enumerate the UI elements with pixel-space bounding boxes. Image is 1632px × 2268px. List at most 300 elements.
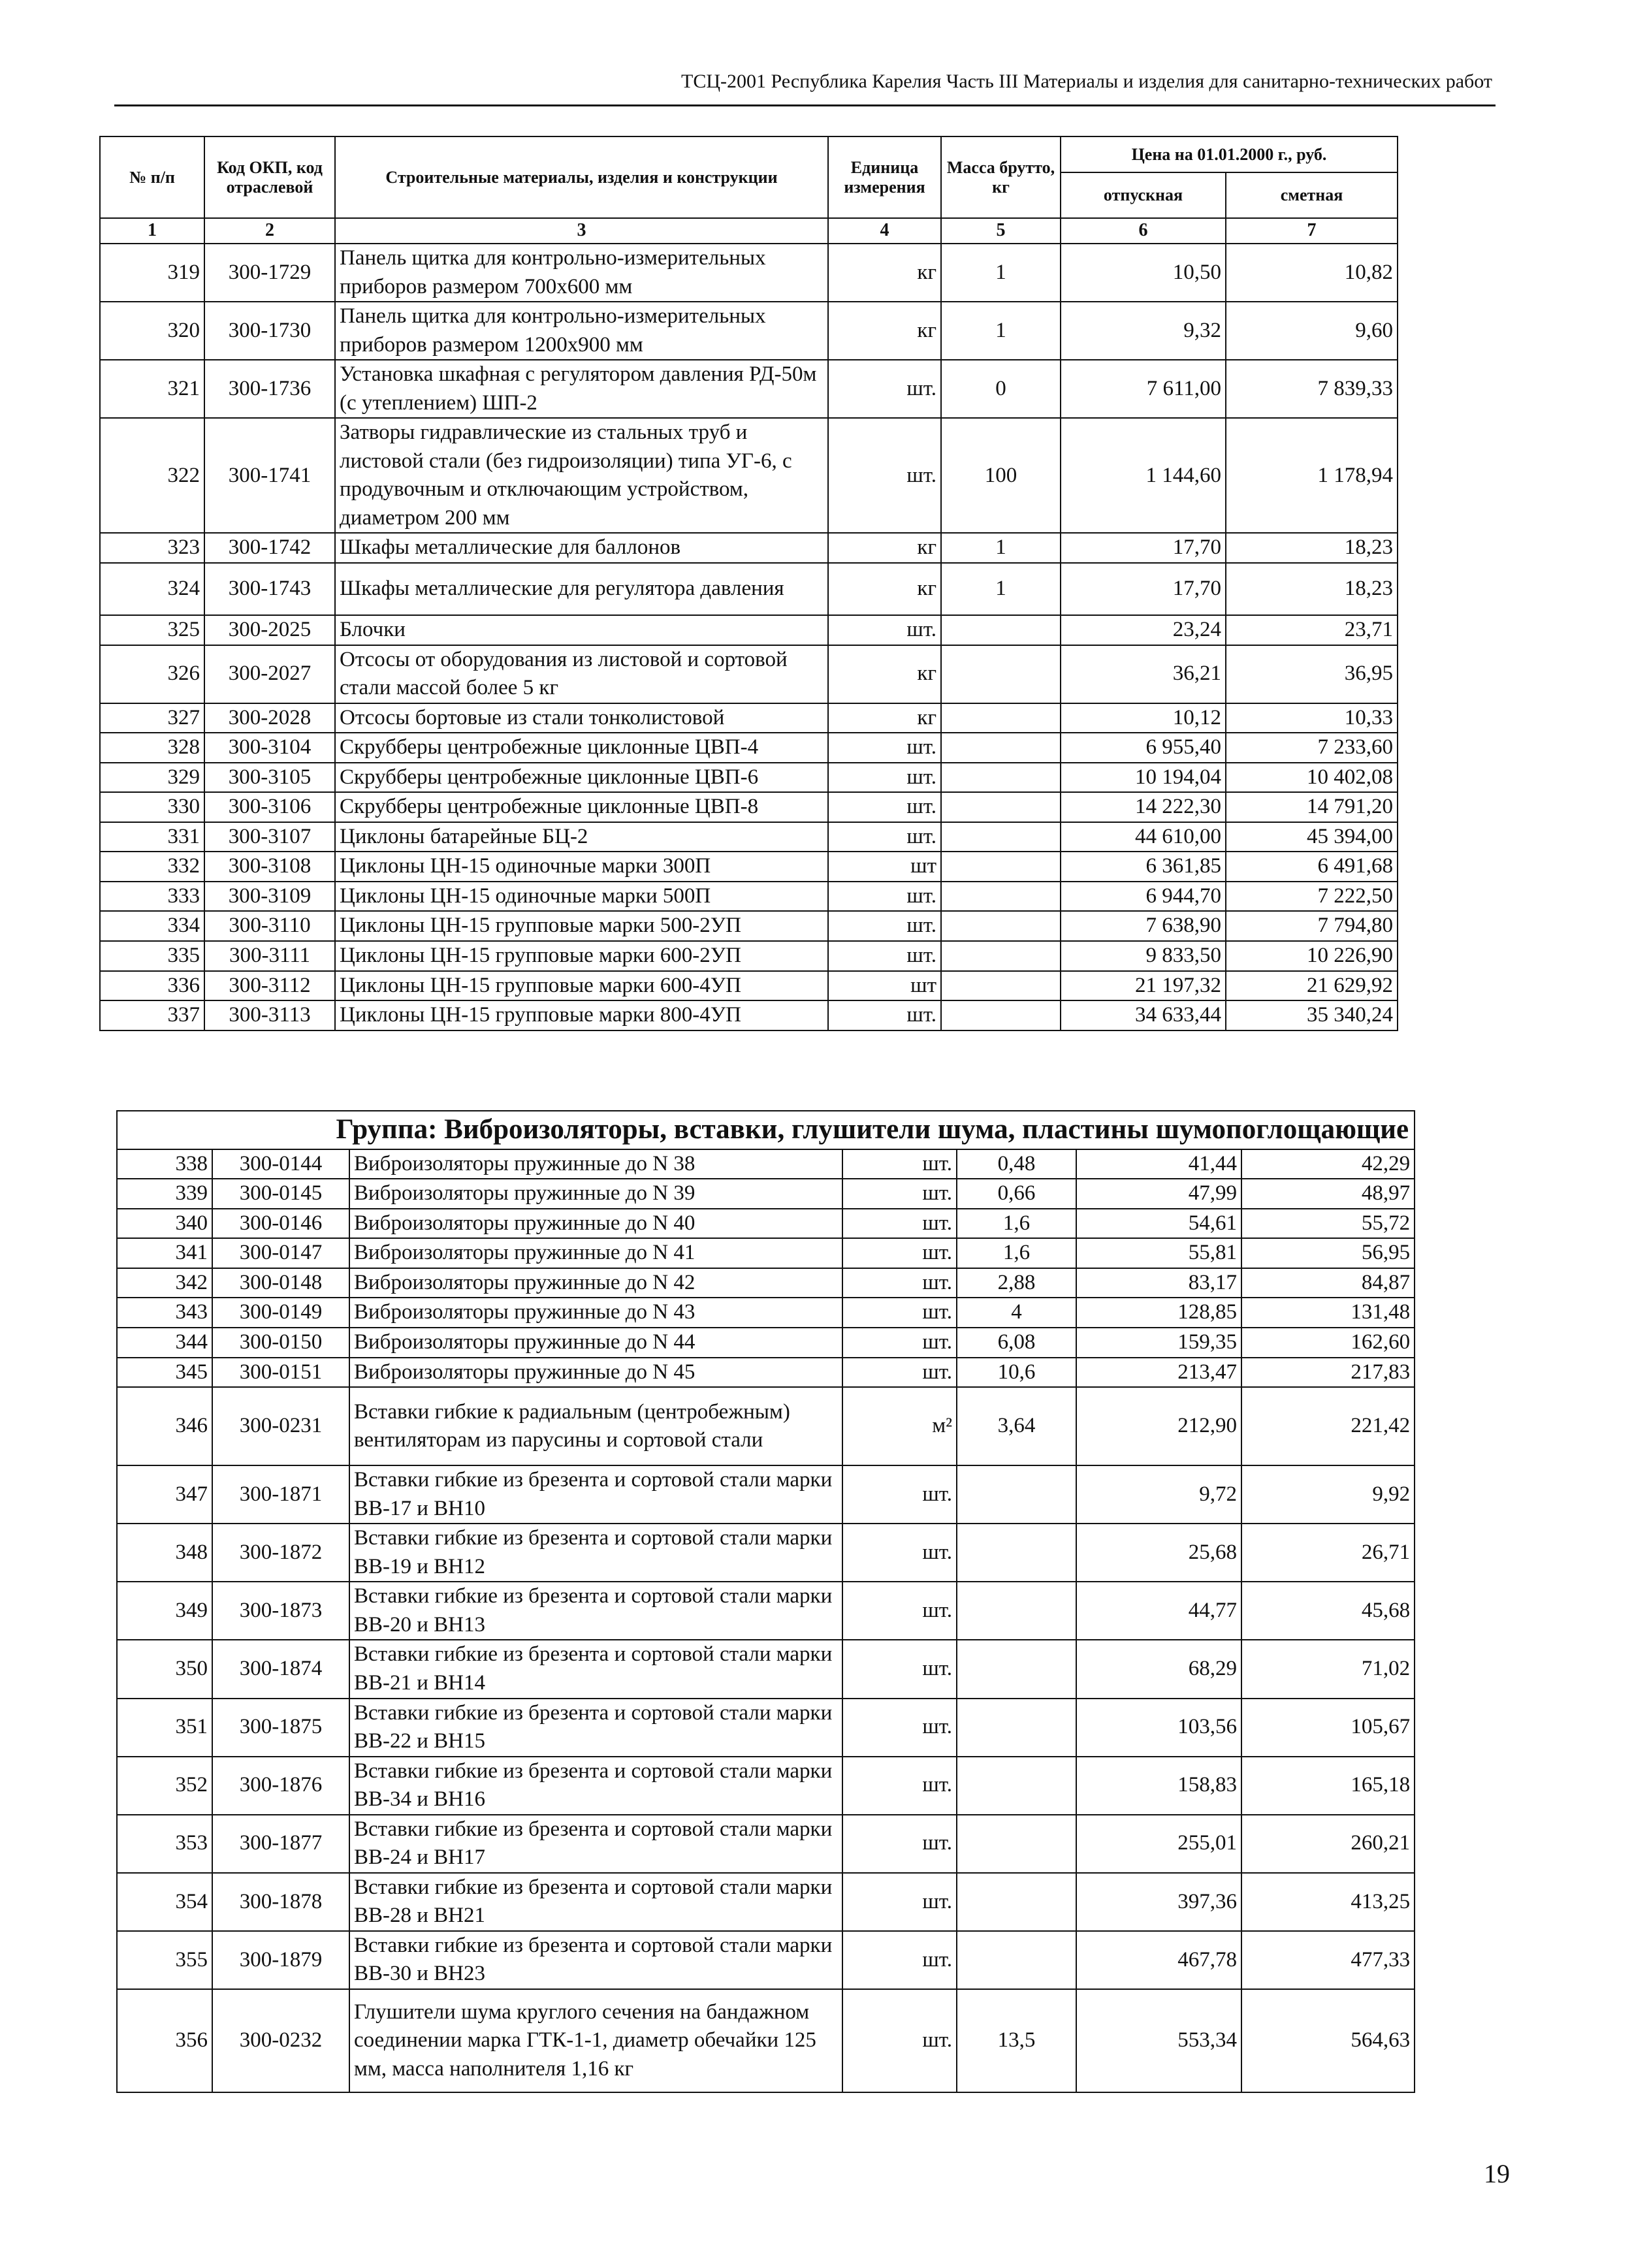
item-name-cell: Циклоны батарейные БЦ-2: [335, 822, 828, 852]
price-sale-cell: 25,68: [1076, 1524, 1241, 1582]
price-estimate-cell: 7 222,50: [1226, 882, 1398, 912]
table-row: [100, 360, 1398, 418]
table-row: [117, 1757, 1415, 1815]
price-estimate-cell: 7 839,33: [1226, 360, 1398, 418]
okp-code-cell: 300-0149: [212, 1298, 349, 1328]
row-number-cell: 343: [117, 1298, 212, 1328]
gross-mass-cell: 6,08: [957, 1328, 1076, 1358]
unit-cell: шт.: [842, 1268, 957, 1298]
okp-code-cell: 300-3104: [204, 733, 335, 763]
unit-cell: шт.: [842, 1582, 957, 1640]
unit-cell: шт.: [828, 941, 941, 971]
gross-mass-cell: [957, 1640, 1076, 1698]
item-name-cell: Шкафы металлические для регулятора давления: [335, 563, 828, 615]
gross-mass-cell: 100: [941, 418, 1061, 533]
row-number-cell: 319: [100, 244, 204, 302]
unit-cell: шт.: [842, 1209, 957, 1239]
row-number-cell: 354: [117, 1873, 212, 1931]
item-name-cell: Виброизоляторы пружинные до N 44: [349, 1328, 842, 1358]
price-estimate-cell: 18,23: [1226, 563, 1398, 615]
unit-cell: шт.: [842, 1524, 957, 1582]
row-number-cell: 341: [117, 1238, 212, 1268]
gross-mass-cell: 0: [941, 360, 1061, 418]
table-row: [117, 1238, 1415, 1268]
item-name-cell: Циклоны ЦН-15 одиночные марки 500П: [335, 882, 828, 912]
page-header: ТСЦ-2001 Республика Карелия Часть III Материалы и изделия для санитарно-технических работ: [681, 71, 1492, 92]
row-number-cell: 352: [117, 1757, 212, 1815]
item-name-cell: Вставки гибкие из брезента и сортовой стали марки ВВ-20 и ВН13: [349, 1582, 842, 1640]
item-name-cell: Вставки гибкие из брезента и сортовой стали марки ВВ-24 и ВН17: [349, 1815, 842, 1873]
unit-cell: кг: [828, 703, 941, 733]
row-number-cell: 330: [100, 792, 204, 822]
okp-code-cell: 300-1872: [212, 1524, 349, 1582]
price-sale-cell: 54,61: [1076, 1209, 1241, 1239]
col-header-mass: Масса брутто, кг: [941, 136, 1061, 218]
price-estimate-cell: 45,68: [1241, 1582, 1415, 1640]
row-number-cell: 327: [100, 703, 204, 733]
row-number-cell: 351: [117, 1699, 212, 1757]
table-row: [100, 418, 1398, 533]
gross-mass-cell: 1: [941, 533, 1061, 563]
price-estimate-cell: 1 178,94: [1226, 418, 1398, 533]
column-index-cell: 1: [100, 218, 204, 244]
okp-code-cell: 300-3106: [204, 792, 335, 822]
okp-code-cell: 300-0231: [212, 1387, 349, 1465]
table-row: [117, 1815, 1415, 1873]
unit-cell: шт.: [842, 1873, 957, 1931]
price-estimate-cell: 56,95: [1241, 1238, 1415, 1268]
table-row: [100, 733, 1398, 763]
okp-code-cell: 300-1873: [212, 1582, 349, 1640]
price-estimate-cell: 21 629,92: [1226, 971, 1398, 1001]
table-row: [117, 1931, 1415, 1989]
price-estimate-cell: 217,83: [1241, 1358, 1415, 1388]
gross-mass-cell: 2,88: [957, 1268, 1076, 1298]
okp-code-cell: 300-0144: [212, 1149, 349, 1179]
row-number-cell: 338: [117, 1149, 212, 1179]
item-name-cell: Виброизоляторы пружинные до N 38: [349, 1149, 842, 1179]
unit-cell: кг: [828, 563, 941, 615]
col-header-num: № п/п: [100, 136, 204, 218]
okp-code-cell: 300-1877: [212, 1815, 349, 1873]
unit-cell: шт.: [842, 1149, 957, 1179]
column-index-cell: 4: [828, 218, 941, 244]
price-estimate-cell: 84,87: [1241, 1268, 1415, 1298]
gross-mass-cell: [957, 1757, 1076, 1815]
item-name-cell: Отсосы бортовые из стали тонколистовой: [335, 703, 828, 733]
gross-mass-cell: [941, 882, 1061, 912]
gross-mass-cell: [941, 615, 1061, 645]
col-header-price-est: сметная: [1226, 172, 1398, 218]
price-estimate-cell: 221,42: [1241, 1387, 1415, 1465]
gross-mass-cell: [957, 1699, 1076, 1757]
row-number-cell: 325: [100, 615, 204, 645]
unit-cell: шт.: [842, 1238, 957, 1268]
table-row: [117, 1989, 1415, 2092]
unit-cell: шт.: [842, 1465, 957, 1524]
price-estimate-cell: 10 226,90: [1226, 941, 1398, 971]
table-row: [117, 1873, 1415, 1931]
table-row: [100, 244, 1398, 302]
price-sale-cell: 83,17: [1076, 1268, 1241, 1298]
item-name-cell: Циклоны ЦН-15 групповые марки 600-2УП: [335, 941, 828, 971]
gross-mass-cell: [941, 763, 1061, 793]
group-title: Группа: Виброизоляторы, вставки, глушители шума, пластины шумопоглощающие: [117, 1111, 1415, 1149]
price-sale-cell: 103,56: [1076, 1699, 1241, 1757]
gross-mass-cell: [941, 822, 1061, 852]
item-name-cell: Скрубберы центробежные циклонные ЦВП-4: [335, 733, 828, 763]
row-number-cell: 342: [117, 1268, 212, 1298]
row-number-cell: 334: [100, 911, 204, 941]
price-sale-cell: 1 144,60: [1061, 418, 1226, 533]
price-estimate-cell: 48,97: [1241, 1179, 1415, 1209]
okp-code-cell: 300-1871: [212, 1465, 349, 1524]
unit-cell: шт.: [842, 1640, 957, 1698]
price-sale-cell: 467,78: [1076, 1931, 1241, 1989]
table-row: [100, 1000, 1398, 1030]
row-number-cell: 320: [100, 302, 204, 360]
okp-code-cell: 300-1879: [212, 1931, 349, 1989]
gross-mass-cell: [941, 941, 1061, 971]
price-sale-cell: 255,01: [1076, 1815, 1241, 1873]
okp-code-cell: 300-1729: [204, 244, 335, 302]
gross-mass-cell: [957, 1931, 1076, 1989]
price-sale-cell: 68,29: [1076, 1640, 1241, 1698]
price-estimate-cell: 10,33: [1226, 703, 1398, 733]
price-estimate-cell: 131,48: [1241, 1298, 1415, 1328]
col-header-name: Строительные материалы, изделия и конструкции: [335, 136, 828, 218]
item-name-cell: Виброизоляторы пружинные до N 40: [349, 1209, 842, 1239]
price-sale-cell: 10 194,04: [1061, 763, 1226, 793]
row-number-cell: 350: [117, 1640, 212, 1698]
price-estimate-cell: 6 491,68: [1226, 852, 1398, 882]
table-row: [117, 1179, 1415, 1209]
price-sale-cell: 212,90: [1076, 1387, 1241, 1465]
table-row: [100, 302, 1398, 360]
row-number-cell: 347: [117, 1465, 212, 1524]
price-sale-cell: 14 222,30: [1061, 792, 1226, 822]
table-row: [117, 1209, 1415, 1239]
table-row: [100, 792, 1398, 822]
row-number-cell: 356: [117, 1989, 212, 2092]
unit-cell: шт.: [828, 615, 941, 645]
table-row: [117, 1640, 1415, 1698]
unit-cell: шт.: [828, 733, 941, 763]
gross-mass-cell: [941, 1000, 1061, 1030]
table-row: [100, 852, 1398, 882]
price-estimate-cell: 162,60: [1241, 1328, 1415, 1358]
price-sale-cell: 17,70: [1061, 533, 1226, 563]
okp-code-cell: 300-0146: [212, 1209, 349, 1239]
table-row: [100, 882, 1398, 912]
price-sale-cell: 213,47: [1076, 1358, 1241, 1388]
item-name-cell: Вставки гибкие из брезента и сортовой стали марки ВВ-30 и ВН23: [349, 1931, 842, 1989]
unit-cell: м²: [842, 1387, 957, 1465]
table-row: [117, 1387, 1415, 1465]
gross-mass-cell: [957, 1524, 1076, 1582]
price-sale-cell: 7 611,00: [1061, 360, 1226, 418]
row-number-cell: 345: [117, 1358, 212, 1388]
table-row: [117, 1524, 1415, 1582]
unit-cell: шт.: [842, 1989, 957, 2092]
price-sale-cell: 6 955,40: [1061, 733, 1226, 763]
gross-mass-cell: 1,6: [957, 1209, 1076, 1239]
item-name-cell: Скрубберы центробежные циклонные ЦВП-8: [335, 792, 828, 822]
okp-code-cell: 300-3109: [204, 882, 335, 912]
unit-cell: шт: [828, 852, 941, 882]
price-estimate-cell: 260,21: [1241, 1815, 1415, 1873]
okp-code-cell: 300-3108: [204, 852, 335, 882]
unit-cell: шт.: [828, 792, 941, 822]
okp-code-cell: 300-0151: [212, 1358, 349, 1388]
item-name-cell: Вставки гибкие из брезента и сортовой стали марки ВВ-17 и ВН10: [349, 1465, 842, 1524]
col-header-code: Код ОКП, код отраслевой: [204, 136, 335, 218]
price-sale-cell: 128,85: [1076, 1298, 1241, 1328]
gross-mass-cell: [957, 1815, 1076, 1873]
gross-mass-cell: 13,5: [957, 1989, 1076, 2092]
price-sale-cell: 7 638,90: [1061, 911, 1226, 941]
unit-cell: шт: [828, 971, 941, 1001]
okp-code-cell: 300-1876: [212, 1757, 349, 1815]
unit-cell: шт.: [842, 1358, 957, 1388]
item-name-cell: Глушители шума круглого сечения на бандажном соединении марка ГТК-1-1, диаметр обечайки 125 мм, масса наполнителя 1,16 кг: [349, 1989, 842, 2092]
column-index-cell: 2: [204, 218, 335, 244]
item-name-cell: Вставки гибкие из брезента и сортовой стали марки ВВ-21 и ВН14: [349, 1640, 842, 1698]
price-sale-cell: 23,24: [1061, 615, 1226, 645]
table-row: [117, 1268, 1415, 1298]
okp-code-cell: 300-1743: [204, 563, 335, 615]
row-number-cell: 355: [117, 1931, 212, 1989]
price-sale-cell: 44 610,00: [1061, 822, 1226, 852]
row-number-cell: 340: [117, 1209, 212, 1239]
price-estimate-cell: 564,63: [1241, 1989, 1415, 2092]
price-sale-cell: 21 197,32: [1061, 971, 1226, 1001]
okp-code-cell: 300-2028: [204, 703, 335, 733]
okp-code-cell: 300-3113: [204, 1000, 335, 1030]
item-name-cell: Панель щитка для контрольно-измерительных приборов размером 700x600 мм: [335, 244, 828, 302]
price-sale-cell: 397,36: [1076, 1873, 1241, 1931]
column-index-cell: 5: [941, 218, 1061, 244]
row-number-cell: 348: [117, 1524, 212, 1582]
price-estimate-cell: 71,02: [1241, 1640, 1415, 1698]
price-estimate-cell: 23,71: [1226, 615, 1398, 645]
price-estimate-cell: 165,18: [1241, 1757, 1415, 1815]
table-row: [117, 1465, 1415, 1524]
item-name-cell: Вставки гибкие из брезента и сортовой стали марки ВВ-22 и ВН15: [349, 1699, 842, 1757]
column-index-cell: 7: [1226, 218, 1398, 244]
price-estimate-cell: 105,67: [1241, 1699, 1415, 1757]
okp-code-cell: 300-1874: [212, 1640, 349, 1698]
price-sale-cell: 159,35: [1076, 1328, 1241, 1358]
price-estimate-cell: 10,82: [1226, 244, 1398, 302]
table-row: [100, 563, 1398, 615]
gross-mass-cell: [957, 1873, 1076, 1931]
gross-mass-cell: 1: [941, 563, 1061, 615]
price-sale-cell: 10,12: [1061, 703, 1226, 733]
okp-code-cell: 300-1742: [204, 533, 335, 563]
gross-mass-cell: [941, 645, 1061, 703]
table-row: [100, 822, 1398, 852]
item-name-cell: Циклоны ЦН-15 групповые марки 800-4УП: [335, 1000, 828, 1030]
row-number-cell: 335: [100, 941, 204, 971]
gross-mass-cell: 0,66: [957, 1179, 1076, 1209]
gross-mass-cell: 1: [941, 302, 1061, 360]
okp-code-cell: 300-1741: [204, 418, 335, 533]
price-estimate-cell: 35 340,24: [1226, 1000, 1398, 1030]
row-number-cell: 331: [100, 822, 204, 852]
unit-cell: шт.: [828, 911, 941, 941]
column-index-row: [100, 218, 1398, 244]
table-row: [100, 645, 1398, 703]
price-sale-cell: 9 833,50: [1061, 941, 1226, 971]
gross-mass-cell: [957, 1582, 1076, 1640]
price-estimate-cell: 9,60: [1226, 302, 1398, 360]
okp-code-cell: 300-0147: [212, 1238, 349, 1268]
gross-mass-cell: 4: [957, 1298, 1076, 1328]
col-header-unit: Единица измерения: [828, 136, 941, 218]
price-table-group: [116, 1110, 1415, 2093]
item-name-cell: Блочки: [335, 615, 828, 645]
table-row: [100, 703, 1398, 733]
gross-mass-cell: [957, 1465, 1076, 1524]
table-row: [100, 911, 1398, 941]
gross-mass-cell: 1,6: [957, 1238, 1076, 1268]
item-name-cell: Виброизоляторы пружинные до N 45: [349, 1358, 842, 1388]
price-sale-cell: 55,81: [1076, 1238, 1241, 1268]
item-name-cell: Виброизоляторы пружинные до N 39: [349, 1179, 842, 1209]
price-sale-cell: 9,32: [1061, 302, 1226, 360]
table-row: [100, 533, 1398, 563]
unit-cell: шт.: [842, 1757, 957, 1815]
okp-code-cell: 300-1878: [212, 1873, 349, 1931]
okp-code-cell: 300-3111: [204, 941, 335, 971]
item-name-cell: Циклоны ЦН-15 групповые марки 600-4УП: [335, 971, 828, 1001]
price-sale-cell: 36,21: [1061, 645, 1226, 703]
item-name-cell: Виброизоляторы пружинные до N 41: [349, 1238, 842, 1268]
row-number-cell: 323: [100, 533, 204, 563]
gross-mass-cell: [941, 792, 1061, 822]
price-estimate-cell: 14 791,20: [1226, 792, 1398, 822]
row-number-cell: 353: [117, 1815, 212, 1873]
item-name-cell: Циклоны ЦН-15 групповые марки 500-2УП: [335, 911, 828, 941]
item-name-cell: Установка шкафная с регулятором давления РД-50м (с утеплением) ШП-2: [335, 360, 828, 418]
price-sale-cell: 10,50: [1061, 244, 1226, 302]
price-estimate-cell: 9,92: [1241, 1465, 1415, 1524]
row-number-cell: 336: [100, 971, 204, 1001]
price-sale-cell: 17,70: [1061, 563, 1226, 615]
item-name-cell: Вставки гибкие к радиальным (центробежным) вентиляторам из парусины и сортовой стали: [349, 1387, 842, 1465]
unit-cell: шт.: [842, 1815, 957, 1873]
column-index-cell: 6: [1061, 218, 1226, 244]
row-number-cell: 324: [100, 563, 204, 615]
unit-cell: кг: [828, 645, 941, 703]
okp-code-cell: 300-0148: [212, 1268, 349, 1298]
table-row: [100, 615, 1398, 645]
price-estimate-cell: 42,29: [1241, 1149, 1415, 1179]
price-estimate-cell: 7 794,80: [1226, 911, 1398, 941]
gross-mass-cell: [941, 703, 1061, 733]
okp-code-cell: 300-3107: [204, 822, 335, 852]
page-number: 19: [1484, 2159, 1510, 2188]
unit-cell: шт.: [828, 1000, 941, 1030]
unit-cell: шт.: [842, 1699, 957, 1757]
table-row: [117, 1149, 1415, 1179]
item-name-cell: Виброизоляторы пружинные до N 43: [349, 1298, 842, 1328]
price-estimate-cell: 477,33: [1241, 1931, 1415, 1989]
table-row: [117, 1298, 1415, 1328]
gross-mass-cell: [941, 852, 1061, 882]
price-sale-cell: 44,77: [1076, 1582, 1241, 1640]
item-name-cell: Панель щитка для контрольно-измерительных приборов размером 1200x900 мм: [335, 302, 828, 360]
okp-code-cell: 300-2027: [204, 645, 335, 703]
okp-code-cell: 300-3112: [204, 971, 335, 1001]
table-row: [117, 1358, 1415, 1388]
price-estimate-cell: 7 233,60: [1226, 733, 1398, 763]
row-number-cell: 322: [100, 418, 204, 533]
item-name-cell: Отсосы от оборудования из листовой и сортовой стали массой более 5 кг: [335, 645, 828, 703]
unit-cell: кг: [828, 302, 941, 360]
price-estimate-cell: 55,72: [1241, 1209, 1415, 1239]
item-name-cell: Вставки гибкие из брезента и сортовой стали марки ВВ-28 и ВН21: [349, 1873, 842, 1931]
gross-mass-cell: [941, 733, 1061, 763]
table-row: [100, 971, 1398, 1001]
price-sale-cell: 9,72: [1076, 1465, 1241, 1524]
row-number-cell: 337: [100, 1000, 204, 1030]
col-header-price: Цена на 01.01.2000 г., руб.: [1061, 136, 1398, 172]
price-sale-cell: 34 633,44: [1061, 1000, 1226, 1030]
okp-code-cell: 300-1736: [204, 360, 335, 418]
row-number-cell: 328: [100, 733, 204, 763]
column-index-cell: 3: [335, 218, 828, 244]
table-row: [117, 1328, 1415, 1358]
price-estimate-cell: 26,71: [1241, 1524, 1415, 1582]
item-name-cell: Вставки гибкие из брезента и сортовой стали марки ВВ-34 и ВН16: [349, 1757, 842, 1815]
okp-code-cell: 300-0150: [212, 1328, 349, 1358]
col-header-price-sale: отпускная: [1061, 172, 1226, 218]
gross-mass-cell: [941, 911, 1061, 941]
price-sale-cell: 6 944,70: [1061, 882, 1226, 912]
okp-code-cell: 300-0145: [212, 1179, 349, 1209]
row-number-cell: 346: [117, 1387, 212, 1465]
price-estimate-cell: 18,23: [1226, 533, 1398, 563]
okp-code-cell: 300-3105: [204, 763, 335, 793]
unit-cell: шт.: [828, 360, 941, 418]
unit-cell: кг: [828, 244, 941, 302]
gross-mass-cell: 1: [941, 244, 1061, 302]
table-row: [117, 1699, 1415, 1757]
price-sale-cell: 6 361,85: [1061, 852, 1226, 882]
row-number-cell: 326: [100, 645, 204, 703]
item-name-cell: Вставки гибкие из брезента и сортовой стали марки ВВ-19 и ВН12: [349, 1524, 842, 1582]
row-number-cell: 321: [100, 360, 204, 418]
okp-code-cell: 300-3110: [204, 911, 335, 941]
item-name-cell: Шкафы металлические для баллонов: [335, 533, 828, 563]
gross-mass-cell: 10,6: [957, 1358, 1076, 1388]
gross-mass-cell: 3,64: [957, 1387, 1076, 1465]
price-estimate-cell: 413,25: [1241, 1873, 1415, 1931]
row-number-cell: 333: [100, 882, 204, 912]
row-number-cell: 344: [117, 1328, 212, 1358]
item-name-cell: Циклоны ЦН-15 одиночные марки 300П: [335, 852, 828, 882]
price-sale-cell: 41,44: [1076, 1149, 1241, 1179]
item-name-cell: Скрубберы центробежные циклонные ЦВП-6: [335, 763, 828, 793]
unit-cell: шт.: [842, 1328, 957, 1358]
okp-code-cell: 300-1875: [212, 1699, 349, 1757]
price-estimate-cell: 45 394,00: [1226, 822, 1398, 852]
unit-cell: шт.: [828, 822, 941, 852]
row-number-cell: 349: [117, 1582, 212, 1640]
price-estimate-cell: 36,95: [1226, 645, 1398, 703]
